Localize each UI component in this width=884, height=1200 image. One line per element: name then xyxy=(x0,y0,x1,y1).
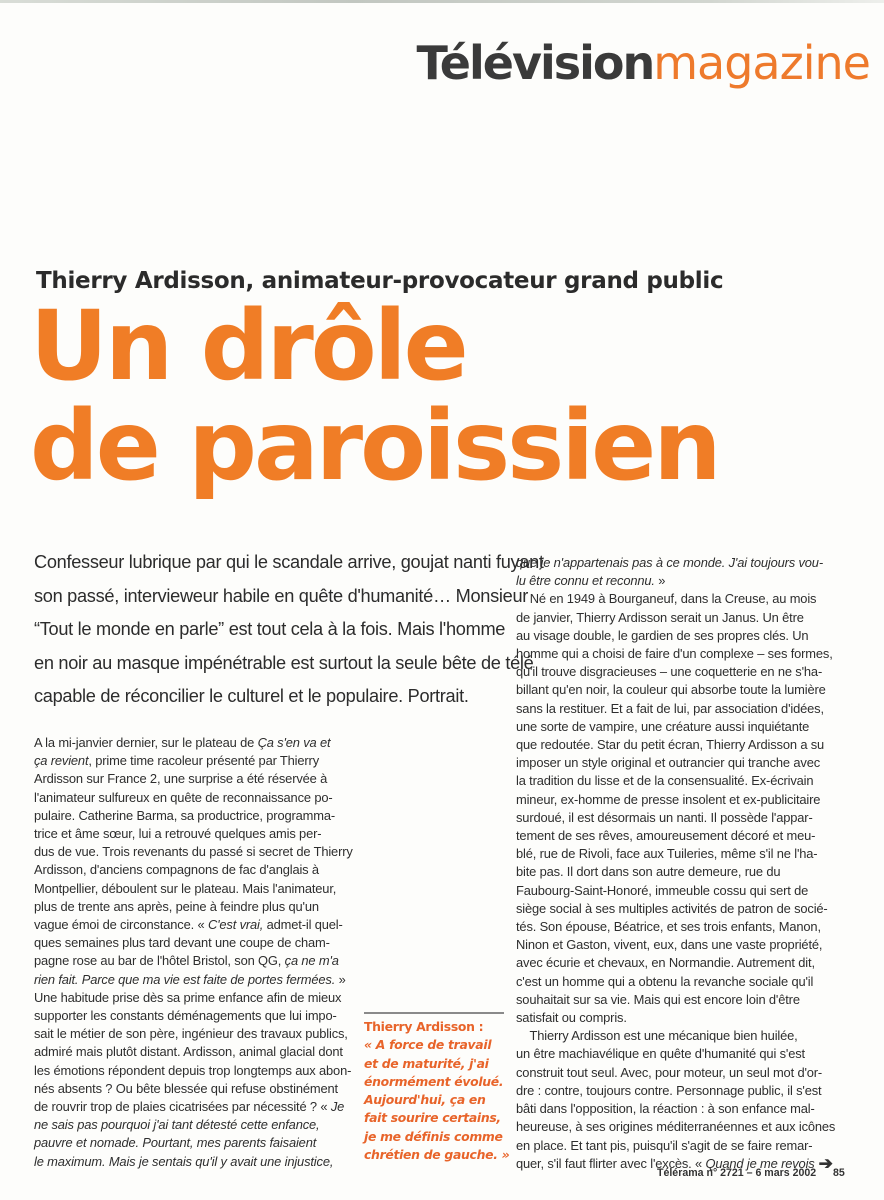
italic-quote: C'est vrai, xyxy=(207,917,264,933)
body-line xyxy=(34,916,343,934)
body-line xyxy=(34,1080,340,1098)
body-text: Ardisson sur France 2, une surprise a été réservée à xyxy=(34,771,328,787)
body-text: , prime time racoleur présenté par Thierry xyxy=(88,753,319,769)
article-standfirst xyxy=(34,546,544,714)
body-text: qu'il trouve disgracieuses – une coquetterie en ne s'ha- xyxy=(516,664,823,680)
body-text: satisfait ou compris. xyxy=(516,1010,627,1026)
pull-quote-line: « A force de travail xyxy=(364,1037,492,1053)
body-line xyxy=(516,973,834,991)
body-line xyxy=(34,880,340,898)
body-line xyxy=(34,1043,343,1061)
italic-quote: le maximum. Mais je sentais qu'il y avait une injustice, xyxy=(34,1153,334,1169)
body-text: en place. Et tant pis, puisqu'il s'agit de se faire remar- xyxy=(516,1137,813,1153)
body-line xyxy=(516,754,834,772)
body-text: siège social à ses multiples activités de patron de socié- xyxy=(516,900,828,916)
body-text: » xyxy=(335,971,346,987)
body-line xyxy=(516,554,834,572)
body-text: sait le métier de son père, ingénieur des travaux publics, xyxy=(34,1026,348,1042)
body-text: Thierry Ardisson est une mécanique bien huilée, xyxy=(516,1028,798,1044)
body-line xyxy=(34,1062,352,1080)
body-line xyxy=(516,736,834,754)
pull-quote-attribution: Thierry Ardisson : xyxy=(364,1019,484,1034)
body-text: nés absents ? Ou bête blessée qui refuse obstinément xyxy=(34,1080,338,1096)
body-line xyxy=(34,1134,340,1152)
body-line xyxy=(516,954,834,972)
scan-edge xyxy=(0,0,884,3)
masthead-television: Télévision xyxy=(416,36,654,90)
body-text: plus de trente ans après, peine à feindre plus qu'un xyxy=(34,898,319,914)
body-text: A la mi-janvier dernier, sur le plateau de xyxy=(34,735,258,750)
italic-quote: Je xyxy=(330,1099,345,1115)
pull-quote-rule xyxy=(364,1012,504,1014)
body-text: » xyxy=(654,573,666,589)
italic-quote: ça revient xyxy=(34,753,89,769)
body-text: avec écurie et chevaux, en Normandie. Autrement dit, xyxy=(516,955,815,971)
body-text: bite pas. Il dort dans son autre demeure, rue du xyxy=(516,864,781,880)
body-text: bâti dans l'opposition, la réaction : à son enfance mal- xyxy=(516,1101,815,1117)
body-text: la tradition du lisse et de la consensualité. Ex-écrivain xyxy=(516,773,814,789)
article-kicker: Thierry Ardisson, animateur-provocateur grand public xyxy=(36,268,724,294)
pull-quote-line: et de maturité, j'ai xyxy=(364,1055,489,1071)
italic-quote: ne sais pas pourquoi j'ai tant détesté cette enfance, xyxy=(34,1117,320,1133)
body-line xyxy=(34,1153,340,1171)
standfirst-line: en noir au masque impénétrable est surtout la seule bête de télé xyxy=(34,652,534,673)
body-text: Faubourg-Saint-Honoré, immeuble cossu qui sert de xyxy=(516,882,809,898)
body-column-right xyxy=(516,554,834,1173)
body-column-left xyxy=(34,734,353,1171)
body-text: souhaitait sur sa vie. Mais qui est encore loin d'être xyxy=(516,991,800,1007)
italic-quote: que je n'appartenais pas à ce monde. J'ai toujours vou- xyxy=(516,555,823,570)
body-line xyxy=(516,718,834,736)
body-text: imposer un style original et outrancier qui tranche avec xyxy=(516,755,821,771)
body-line xyxy=(516,1118,834,1136)
section-masthead xyxy=(417,36,870,92)
body-text: au visage double, le gardien de ses propres clés. Un xyxy=(516,627,809,643)
body-line xyxy=(516,918,834,936)
body-line xyxy=(34,1025,348,1043)
body-text: que redoutée. Star du petit écran, Thierry Ardisson a su xyxy=(516,737,825,753)
body-line xyxy=(34,825,340,843)
masthead-magazine: magazine xyxy=(653,36,870,90)
body-line xyxy=(516,627,834,645)
body-line xyxy=(516,900,834,918)
body-line xyxy=(516,572,834,590)
pull-quote-line: je me définis comme xyxy=(364,1128,503,1144)
body-text: tés. Son épouse, Béatrice, et ses trois enfants, Manon, xyxy=(516,919,821,935)
italic-quote: pauvre et nomade. Pourtant, mes parents faisaient xyxy=(34,1135,317,1151)
body-text: heureuse, à ses origines méditerranéennes et aux icônes xyxy=(516,1119,836,1135)
body-line xyxy=(516,991,834,1009)
body-line xyxy=(516,1137,834,1155)
body-line xyxy=(34,952,340,970)
body-text: Né en 1949 à Bourganeuf, dans la Creuse, au mois xyxy=(516,591,817,607)
body-text: l'animateur sulfureux en quête de reconnaissance po- xyxy=(34,789,333,805)
body-line xyxy=(516,1100,834,1118)
body-line xyxy=(516,772,834,790)
page-number: 85 xyxy=(833,1167,845,1179)
body-line xyxy=(34,789,340,807)
standfirst-line: capable de réconcilier le culturel et le populaire. Portrait. xyxy=(34,686,469,707)
standfirst-line: son passé, intervieweur habile en quête d'humanité… Monsieur xyxy=(34,585,529,606)
body-text: pagne rose au bar de l'hôtel Bristol, son QG, xyxy=(34,953,285,969)
body-line xyxy=(516,845,834,863)
body-text: supporter les constants déménagements que lui impo- xyxy=(34,1008,337,1024)
body-line xyxy=(34,770,340,788)
body-text: blé, rue de Rivoli, face aux Tuileries, même s'il ne l'ha- xyxy=(516,846,818,862)
pull-quote-line: chrétien de gauche. » xyxy=(364,1147,510,1163)
body-line xyxy=(34,752,340,770)
italic-quote: ça ne m'a xyxy=(284,953,339,969)
body-line xyxy=(516,700,834,718)
body-text: les émotions répondent depuis trop longtemps aux abon- xyxy=(34,1062,352,1078)
body-text: c'est un homme qui a obtenu la revanche sociale qu'il xyxy=(516,973,814,989)
italic-quote: rien fait. Parce que ma vie est faite de portes fermées. xyxy=(34,971,336,987)
body-line xyxy=(34,843,353,861)
body-line xyxy=(516,809,834,827)
body-line xyxy=(516,681,834,699)
body-line xyxy=(516,590,834,608)
body-text: tement de ses rêves, amoureusement décoré et meu- xyxy=(516,828,816,844)
body-text: quer, s'il faut flirter avec l'excès. « xyxy=(516,1155,706,1171)
body-text: dre : contre, toujours contre. Personnage public, il s'est xyxy=(516,1082,822,1098)
body-line xyxy=(34,1007,340,1025)
body-line xyxy=(34,989,340,1007)
body-line xyxy=(34,861,340,879)
body-line xyxy=(516,1027,834,1045)
headline-line: de paroissien xyxy=(30,390,719,502)
body-line xyxy=(516,645,834,663)
body-line xyxy=(516,1045,834,1063)
body-text: vague émoi de circonstance. « xyxy=(34,917,208,933)
body-text: ques semaines plus tard devant une coupe de cham- xyxy=(34,935,330,951)
body-line xyxy=(516,1009,834,1027)
pull-quote xyxy=(364,1012,510,1164)
body-text: une sorte de vampire, une créature aussi inquiétante xyxy=(516,718,810,734)
body-text: de janvier, Thierry Ardisson serait un Janus. Un être xyxy=(516,609,804,625)
body-line xyxy=(34,734,340,752)
body-text: Montpellier, déboulent sur le plateau. Mais l'animateur, xyxy=(34,880,337,896)
body-line xyxy=(516,863,834,881)
body-text: pulaire. Catherine Barma, sa productrice, programma- xyxy=(34,807,335,823)
body-line xyxy=(516,882,834,900)
body-line xyxy=(516,609,834,627)
body-line xyxy=(34,1116,340,1134)
standfirst-line: Confesseur lubrique par qui le scandale arrive, goujat nanti fuyant xyxy=(34,552,544,572)
body-line xyxy=(516,936,834,954)
body-line xyxy=(34,934,340,952)
body-text: Une habitude prise dès sa prime enfance afin de mieux xyxy=(34,989,342,1005)
arrow-right-icon: ➔ xyxy=(818,1153,833,1173)
body-text: homme qui a choisi de faire d'un complexe – ses formes, xyxy=(516,646,833,662)
body-text: billant qu'en noir, la couleur qui absorbe toute la lumière xyxy=(516,682,826,698)
body-line xyxy=(34,898,340,916)
body-line xyxy=(516,663,834,681)
body-text: de rouvrir trop de plaies cicatrisées par nécessité ? « xyxy=(34,1099,331,1115)
article-headline xyxy=(30,290,750,502)
body-line xyxy=(34,1098,345,1116)
italic-quote: Ça s'en va et xyxy=(257,735,331,750)
body-text: un être machiavélique en quête d'humanité qui s'est xyxy=(516,1046,805,1062)
pull-quote-line: fait sourire certains, xyxy=(364,1110,501,1126)
body-line xyxy=(516,1064,834,1082)
body-text: admet-il quel- xyxy=(263,917,343,933)
body-text: trice et âme sœur, lui a retrouvé quelques amis per- xyxy=(34,826,322,842)
body-text: admiré mais plutôt distant. Ardisson, animal glacial dont xyxy=(34,1044,343,1060)
body-text: sans la restituer. Et a fait de lui, par association d'idées, xyxy=(516,700,824,716)
body-text: Ardisson, d'anciens compagnons de fac d'anglais à xyxy=(34,862,319,878)
headline-line: Un drôle xyxy=(30,290,466,402)
italic-quote: Quand je me revois xyxy=(705,1155,815,1171)
standfirst-line: “Tout le monde en parle” est tout cela à la fois. Mais l'homme xyxy=(34,619,506,640)
body-line xyxy=(516,827,834,845)
italic-quote: lu être connu et reconnu. xyxy=(516,573,655,589)
body-line xyxy=(516,1082,834,1100)
body-line xyxy=(34,971,346,989)
body-line xyxy=(516,791,834,809)
body-text: mineur, ex-homme de presse insolent et ex-publicitaire xyxy=(516,791,821,807)
body-text: dus de vue. Trois revenants du passé si secret de Thierry xyxy=(34,844,353,860)
pull-quote-line: énormément évolué. xyxy=(364,1073,504,1089)
issue-info: Télérama n° 2721 – 6 mars 2002 xyxy=(657,1167,817,1179)
body-line xyxy=(34,807,340,825)
body-text: Ninon et Gaston, vivent, eux, dans une vaste propriété, xyxy=(516,937,823,953)
pull-quote-line: Aujourd'hui, ça en xyxy=(364,1092,486,1108)
body-text: surdoué, il est désormais un nanti. Il possède l'appar- xyxy=(516,809,813,825)
body-text: construit tout seul. Avec, pour moteur, un seul mot d'or- xyxy=(516,1064,823,1080)
